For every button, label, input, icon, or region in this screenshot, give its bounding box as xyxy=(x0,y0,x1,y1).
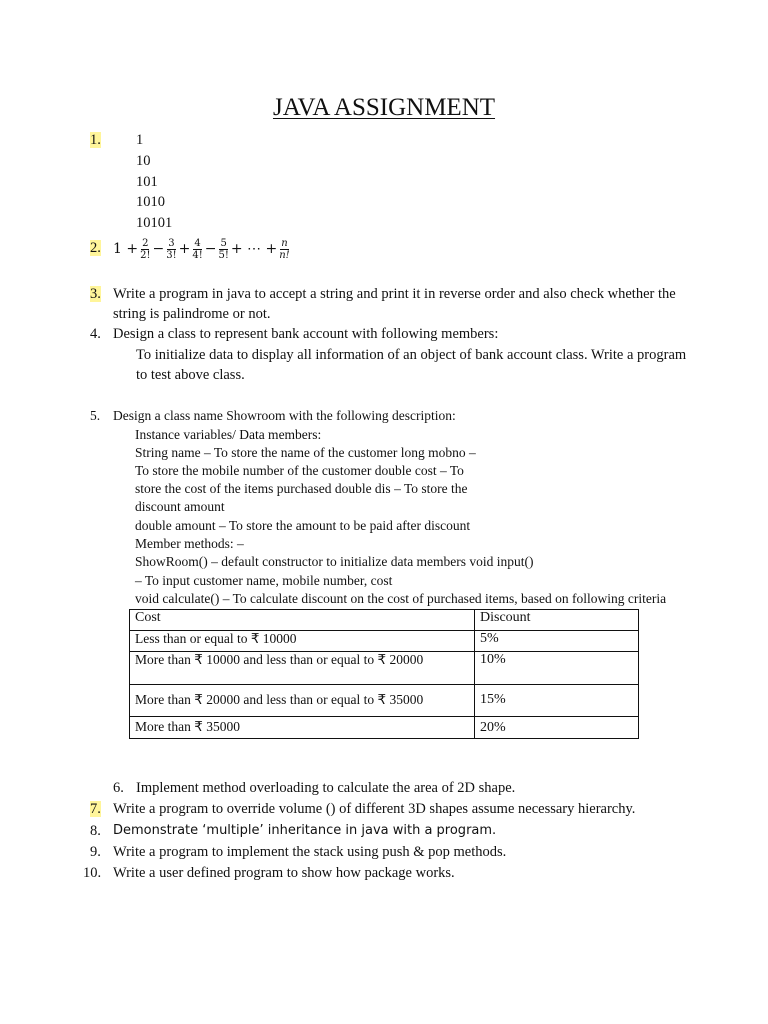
table-row xyxy=(130,685,639,717)
q1-pattern-line: 101 xyxy=(136,174,158,190)
q2-series-formula xyxy=(113,234,292,264)
table-row xyxy=(130,717,639,739)
q4-number: 4. xyxy=(90,326,101,342)
operator: + ⋯ + xyxy=(230,241,278,257)
q5-line: double amount – To store the amount to be paid after discount xyxy=(135,518,471,533)
table-header-row xyxy=(130,610,639,631)
q1-pattern-line: 10 xyxy=(136,153,151,169)
q1-pattern-line: 10101 xyxy=(136,215,173,231)
q5-line: ShowRoom() – default constructor to initialize data members void input() xyxy=(135,554,534,569)
table-header-cell: Cost xyxy=(130,610,475,631)
table-cell: More than ₹ 35000 xyxy=(130,717,475,739)
fraction: $\frac{3}{3!}$ xyxy=(166,237,177,261)
fraction: $\frac{2}{2!}$ xyxy=(140,237,151,261)
q2-lead: 1 + xyxy=(113,241,139,257)
q10-number: 10. xyxy=(83,865,102,881)
q9-number: 9. xyxy=(90,844,101,860)
q9-text: Write a program to implement the stack using push & pop methods. xyxy=(113,844,507,860)
table-cell: Less than or equal to ₹ 10000 xyxy=(130,631,475,652)
discount-table xyxy=(129,609,639,739)
fraction: $\frac{n}{n!}$ xyxy=(279,237,290,261)
q5-line: void calculate() – To calculate discount on the cost of purchased items, based on following criteria xyxy=(135,591,667,606)
q5-number: 5. xyxy=(90,408,101,423)
q7-text: Write a program to override volume () of different 3D shapes assume necessary hierarchy. xyxy=(113,801,636,817)
page-title: JAVA ASSIGNMENT xyxy=(272,94,496,121)
q4-text-line3: to test above class. xyxy=(136,367,245,383)
table-cell: More than ₹ 20000 and less than or equal to ₹ 35000 xyxy=(130,685,475,717)
fraction: $\frac{4}{4!}$ xyxy=(192,237,203,261)
q8-text: Demonstrate ‘multiple’ inheritance in java with a program. xyxy=(113,823,497,838)
operator: − xyxy=(204,241,217,257)
q1-number: 1. xyxy=(90,132,101,148)
q5-line: – To input customer name, mobile number, cost xyxy=(135,573,393,588)
q3-text-line1: Write a program in java to accept a string and print it in reverse order and also check whether the xyxy=(113,286,676,302)
q3-text-line2: string is palindrome or not. xyxy=(113,306,271,322)
q2-number: 2. xyxy=(90,240,101,256)
table-cell: 15% xyxy=(475,685,639,717)
q5-intro: Design a class name Showroom with the following description: xyxy=(113,408,456,423)
q8-number: 8. xyxy=(90,823,101,839)
q6-text: Implement method overloading to calculate the area of 2D shape. xyxy=(136,780,516,796)
operator: − xyxy=(152,241,165,257)
operator: + xyxy=(178,241,191,257)
fraction: $\frac{5}{5!}$ xyxy=(218,237,229,261)
q6-number: 6. xyxy=(113,780,124,796)
q4-text-line1: Design a class to represent bank account with following members: xyxy=(113,326,499,342)
table-row xyxy=(130,652,639,685)
q7-number: 7. xyxy=(90,801,101,817)
q5-line: discount amount xyxy=(135,499,225,514)
q5-line: store the cost of the items purchased double dis – To store the xyxy=(135,481,468,496)
q5-line: Member methods: – xyxy=(135,536,244,551)
q4-text-line2: To initialize data to display all information of an object of bank account class. Write a program xyxy=(136,347,687,363)
table-cell: More than ₹ 10000 and less than or equal to ₹ 20000 xyxy=(130,652,475,685)
q3-number: 3. xyxy=(90,286,101,302)
table-cell: 5% xyxy=(475,631,639,652)
table-cell: 20% xyxy=(475,717,639,739)
q5-line: String name – To store the name of the customer long mobno – xyxy=(135,445,476,460)
q1-pattern-line: 1 xyxy=(136,132,144,148)
q5-line: To store the mobile number of the customer double cost – To xyxy=(135,463,464,478)
q1-pattern-line: 1010 xyxy=(136,194,165,210)
table-header-cell: Discount xyxy=(475,610,639,631)
table-row xyxy=(130,631,639,652)
q5-line: Instance variables/ Data members: xyxy=(135,427,322,442)
table-cell: 10% xyxy=(475,652,639,685)
q10-text: Write a user defined program to show how package works. xyxy=(113,865,455,881)
